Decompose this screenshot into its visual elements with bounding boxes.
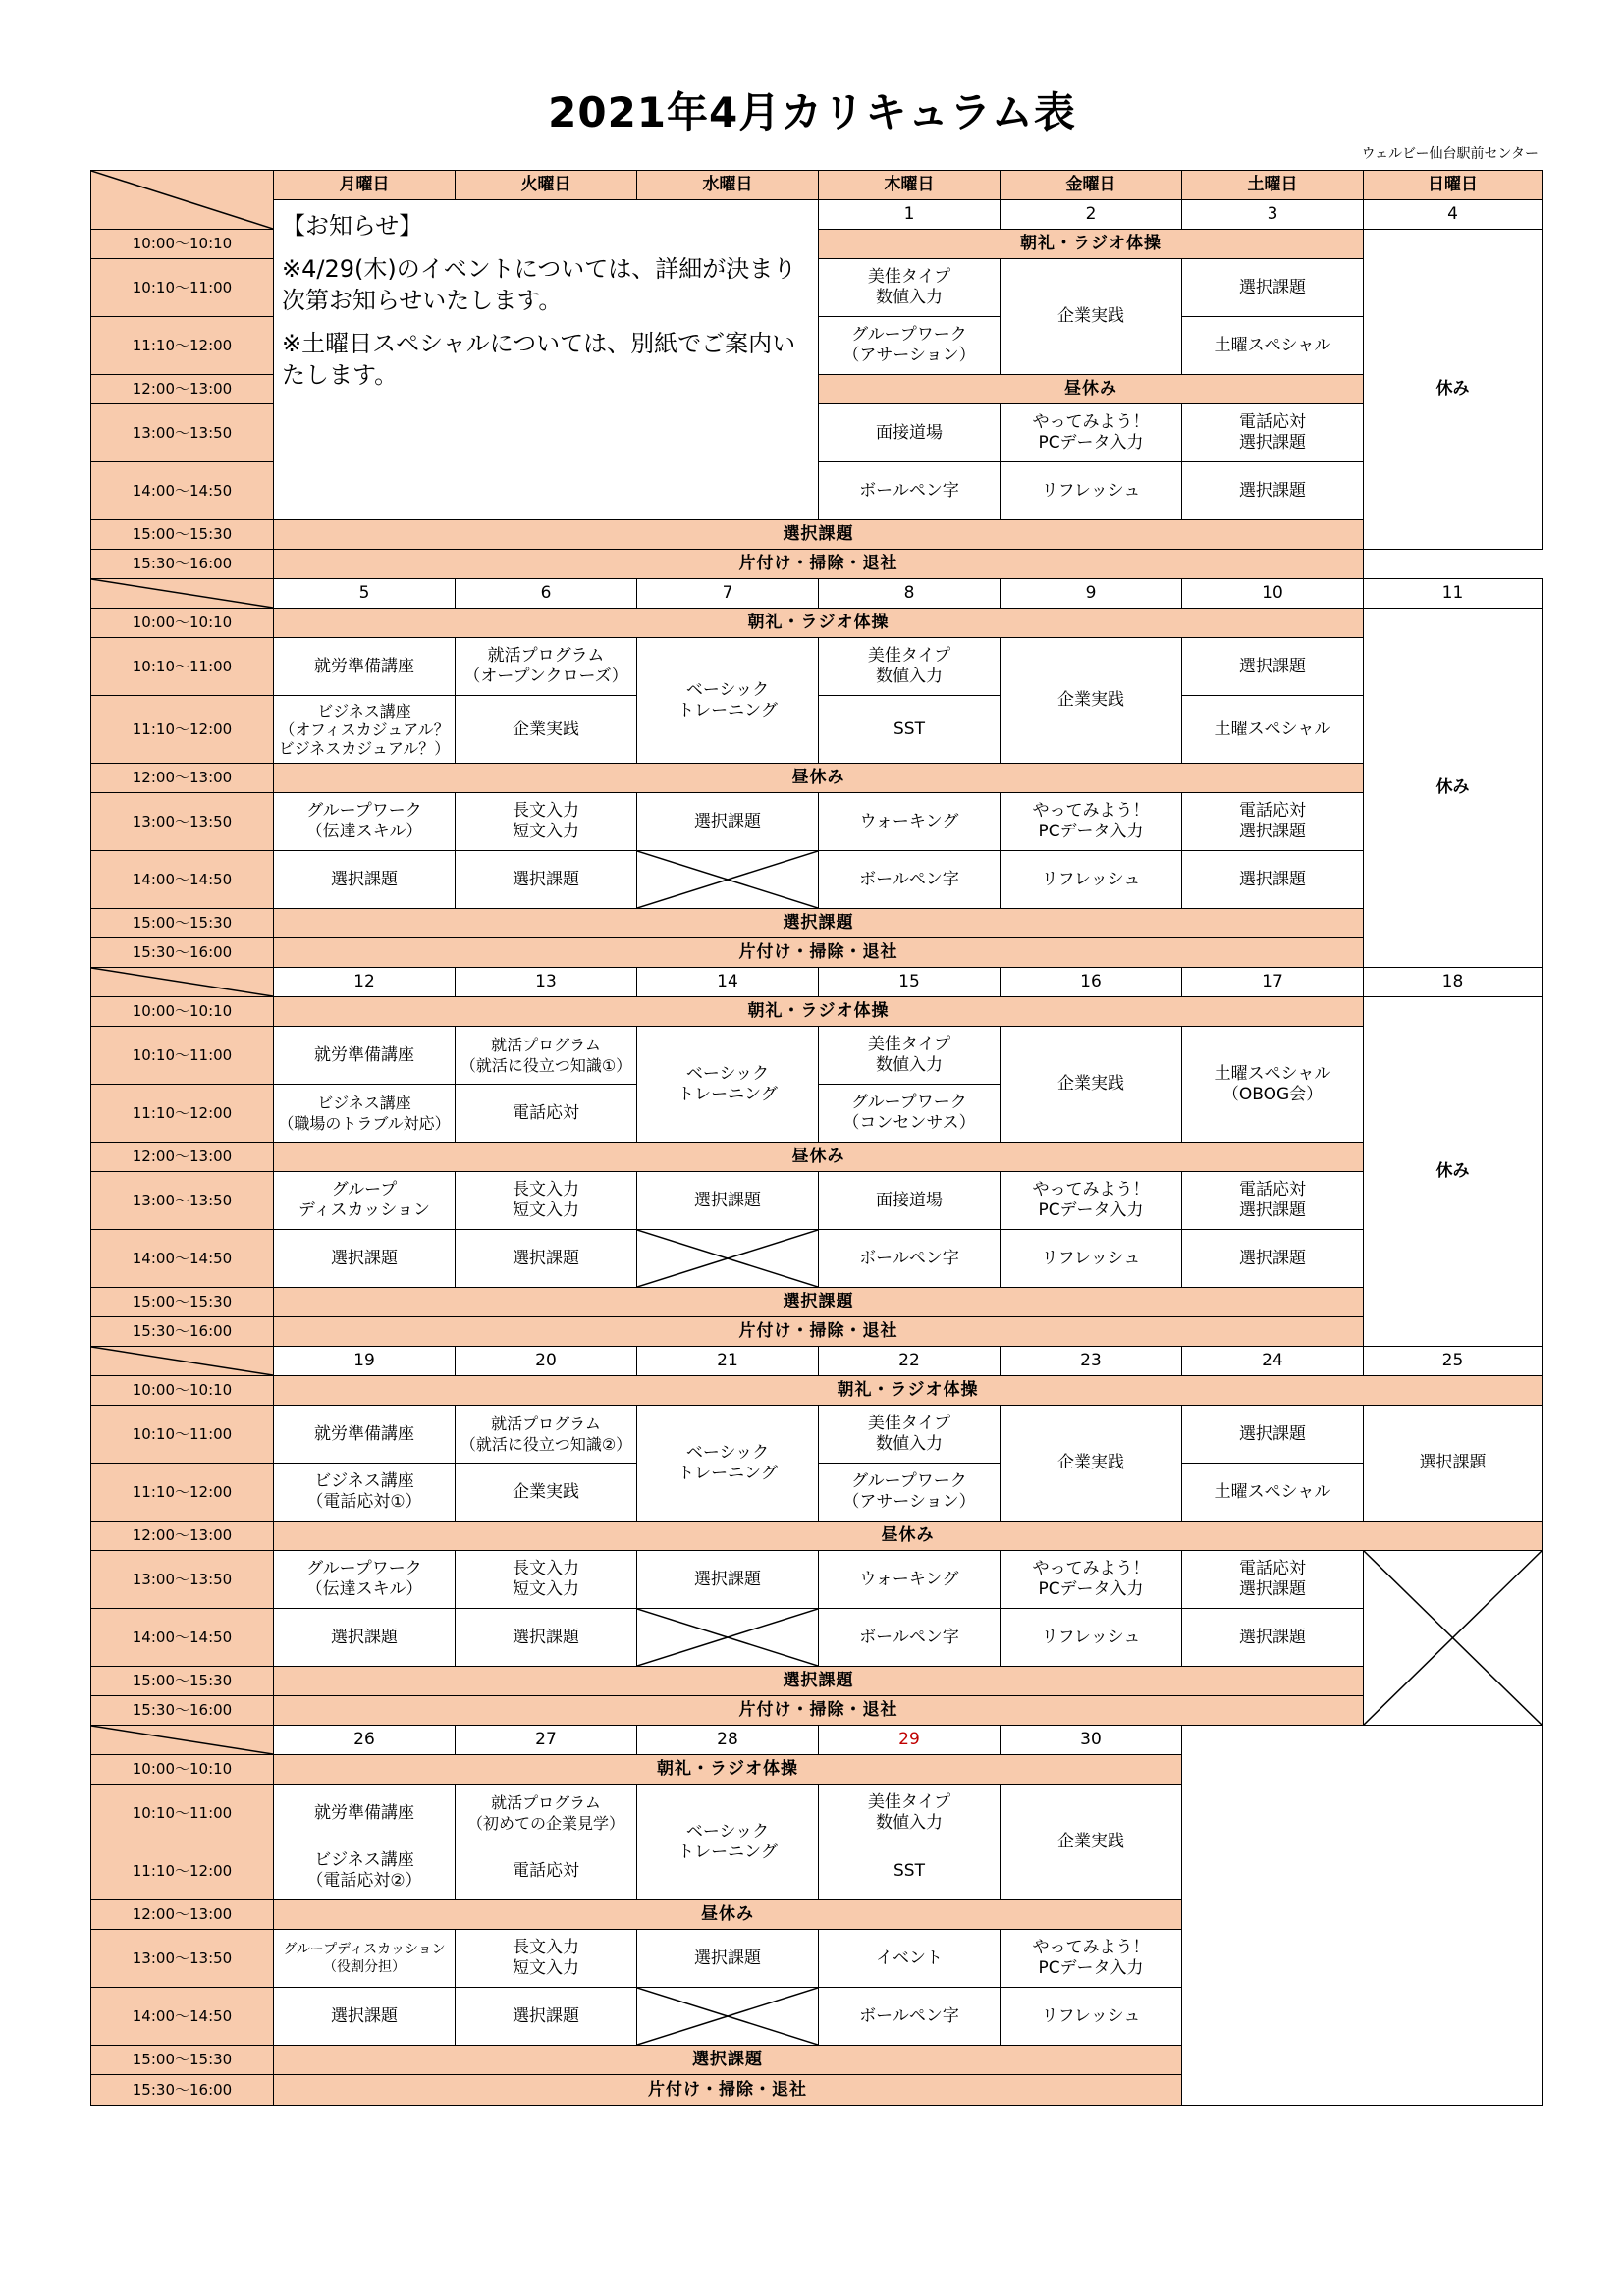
lunch-bar: 昼休み [274, 1522, 1543, 1551]
day-header-wed: 水曜日 [637, 171, 819, 200]
class-cell: リフレッシュ [1001, 462, 1182, 520]
crossed-out-cell [637, 1230, 819, 1288]
date-cell: 1 [819, 200, 1001, 230]
class-cell: 電話応対 選択課題 [1182, 404, 1364, 462]
class-cell: ボールペン字 [819, 1609, 1001, 1667]
class-cell: ボールペン字 [819, 1988, 1001, 2046]
date-cell: 4 [1364, 200, 1543, 230]
class-cell: 選択課題 [274, 1609, 456, 1667]
time-cell: 14:00～14:50 [91, 1230, 274, 1288]
class-cell: 美佳タイプ 数値入力 [819, 1027, 1001, 1085]
date-cell: 5 [274, 579, 456, 609]
date-cell: 3 [1182, 200, 1364, 230]
class-cell: ボールペン字 [819, 1230, 1001, 1288]
class-cell: 選択課題 [456, 1230, 637, 1288]
class-cell: 土曜スペシャル [1182, 696, 1364, 764]
class-cell: 企業実践 [456, 1464, 637, 1522]
elective-bar: 選択課題 [274, 2046, 1182, 2075]
class-cell: 企業実践 [456, 696, 637, 764]
class-cell: やってみよう！ PCデータ入力 [1001, 1172, 1182, 1230]
day-header-mon: 月曜日 [274, 171, 456, 200]
date-cell: 9 [1001, 579, 1182, 609]
week-divider-cell [91, 579, 274, 609]
date-cell: 6 [456, 579, 637, 609]
class-cell: 美佳タイプ 数値入力 [819, 1406, 1001, 1464]
elective-bar: 選択課題 [274, 1667, 1364, 1696]
class-cell: グループワーク （伝達スキル） [274, 1551, 456, 1609]
class-cell: 面接道場 [819, 1172, 1001, 1230]
time-cell: 14:00～14:50 [91, 851, 274, 909]
date-cell: 14 [637, 968, 819, 997]
class-cell: SST [819, 696, 1001, 764]
class-cell: 選択課題 [637, 1930, 819, 1988]
class-cell: 電話応対 選択課題 [1182, 1551, 1364, 1609]
lunch-bar: 昼休み [274, 1143, 1364, 1172]
notice-line-2: ※土曜日スペシャルについては、別紙でご案内いたします。 [282, 330, 796, 389]
day-header-sun: 日曜日 [1364, 171, 1543, 200]
day-header-tue: 火曜日 [456, 171, 637, 200]
date-cell: 17 [1182, 968, 1364, 997]
time-cell: 15:00～15:30 [91, 2046, 274, 2075]
sunday-rest-cell: 休み [1364, 609, 1543, 968]
class-cell: リフレッシュ [1001, 1609, 1182, 1667]
class-cell: イベント [819, 1930, 1001, 1988]
class-cell: 美佳タイプ 数値入力 [819, 1785, 1001, 1842]
empty-cell [1182, 1726, 1543, 2106]
day-header-sat: 土曜日 [1182, 171, 1364, 200]
day-header-thu: 木曜日 [819, 171, 1001, 200]
date-cell: 27 [456, 1726, 637, 1755]
class-cell: 選択課題 [456, 851, 637, 909]
class-cell: 長文入力 短文入力 [456, 1172, 637, 1230]
class-cell: 長文入力 短文入力 [456, 1930, 637, 1988]
date-cell: 2 [1001, 200, 1182, 230]
lunch-bar: 昼休み [274, 764, 1364, 793]
class-cell: ビジネス講座 （職場のトラブル対応） [274, 1085, 456, 1143]
class-cell: ウォーキング [819, 1551, 1001, 1609]
class-cell: やってみよう！ PCデータ入力 [1001, 793, 1182, 851]
time-cell: 10:00～10:10 [91, 230, 274, 259]
cleanup-bar: 片付け・掃除・退社 [274, 550, 1364, 579]
elective-bar: 選択課題 [274, 520, 1364, 550]
class-cell: 面接道場 [819, 404, 1001, 462]
morning-assembly-bar: 朝礼・ラジオ体操 [274, 609, 1364, 638]
time-cell: 14:00～14:50 [91, 1609, 274, 1667]
time-cell: 13:00～13:50 [91, 404, 274, 462]
time-cell: 12:00～13:00 [91, 1143, 274, 1172]
class-cell: 就活プログラム （就活に役立つ知識①） [456, 1027, 637, 1085]
class-cell: 長文入力 短文入力 [456, 793, 637, 851]
class-cell: 電話応対 [456, 1085, 637, 1143]
lunch-bar: 昼休み [819, 375, 1364, 404]
class-cell: ビジネス講座 （オフィスカジュアル？ ビジネスカジュアル？） [274, 696, 456, 764]
time-cell: 10:00～10:10 [91, 1755, 274, 1785]
time-cell: 15:30～16:00 [91, 550, 274, 579]
time-cell: 14:00～14:50 [91, 1988, 274, 2046]
crossed-out-cell [637, 1609, 819, 1667]
class-cell: 選択課題 [637, 1172, 819, 1230]
class-cell: グループディスカッション （役割分担） [274, 1930, 456, 1988]
class-cell: 企業実践 [1001, 1406, 1182, 1522]
date-cell: 26 [274, 1726, 456, 1755]
class-cell: 長文入力 短文入力 [456, 1551, 637, 1609]
date-cell: 19 [274, 1347, 456, 1376]
time-cell: 10:10～11:00 [91, 1785, 274, 1842]
class-cell: 電話応対 選択課題 [1182, 793, 1364, 851]
class-cell: ベーシック トレーニング [637, 1406, 819, 1522]
time-cell: 15:00～15:30 [91, 909, 274, 938]
sunday-rest-cell: 休み [1364, 997, 1543, 1347]
cleanup-bar: 片付け・掃除・退社 [274, 2075, 1182, 2106]
class-cell: 選択課題 [1182, 1230, 1364, 1288]
date-cell: 13 [456, 968, 637, 997]
class-cell: 企業実践 [1001, 1785, 1182, 1900]
class-cell: ボールペン字 [819, 851, 1001, 909]
class-cell: 就労準備講座 [274, 638, 456, 696]
class-cell: ウォーキング [819, 793, 1001, 851]
class-cell: ベーシック トレーニング [637, 1785, 819, 1900]
class-cell: 選択課題 [274, 851, 456, 909]
date-cell: 22 [819, 1347, 1001, 1376]
time-cell: 13:00～13:50 [91, 1930, 274, 1988]
class-cell: リフレッシュ [1001, 1988, 1182, 2046]
elective-bar: 選択課題 [274, 909, 1364, 938]
week-divider-cell [91, 1347, 274, 1376]
class-cell: 電話応対 [456, 1842, 637, 1900]
time-cell: 10:10～11:00 [91, 259, 274, 317]
notice-line-1: ※4/29(木)のイベントについては、詳細が決まり次第お知らせいたします。 [282, 255, 797, 314]
time-cell: 10:10～11:00 [91, 638, 274, 696]
time-cell: 15:00～15:30 [91, 1288, 274, 1317]
notice-heading: 【お知らせ】 [282, 212, 423, 240]
class-cell: 選択課題 [1182, 1609, 1364, 1667]
date-cell: 8 [819, 579, 1001, 609]
class-cell: 選択課題 [1182, 259, 1364, 317]
time-cell: 15:30～16:00 [91, 1696, 274, 1726]
time-cell: 10:10～11:00 [91, 1406, 274, 1464]
date-cell: 12 [274, 968, 456, 997]
sunday-rest-cell: 休み [1364, 230, 1543, 550]
time-cell: 10:00～10:10 [91, 1376, 274, 1406]
class-cell: グループワーク （アサーション） [819, 317, 1001, 375]
cleanup-bar: 片付け・掃除・退社 [274, 1317, 1364, 1347]
date-cell: 25 [1364, 1347, 1543, 1376]
time-cell: 11:10～12:00 [91, 1085, 274, 1143]
class-cell: 選択課題 [1364, 1406, 1543, 1522]
class-cell: 土曜スペシャル （OBOG会） [1182, 1027, 1364, 1143]
header-corner-cell [91, 171, 274, 230]
morning-assembly-bar: 朝礼・ラジオ体操 [819, 230, 1364, 259]
date-cell: 23 [1001, 1347, 1182, 1376]
class-cell: ベーシック トレーニング [637, 1027, 819, 1143]
class-cell: 就活プログラム （就活に役立つ知識②） [456, 1406, 637, 1464]
date-cell: 30 [1001, 1726, 1182, 1755]
time-cell: 10:10～11:00 [91, 1027, 274, 1085]
class-cell: 選択課題 [456, 1609, 637, 1667]
morning-assembly-bar: 朝礼・ラジオ体操 [274, 997, 1364, 1027]
time-cell: 14:00～14:50 [91, 462, 274, 520]
class-cell: 就活プログラム （初めての企業見学） [456, 1785, 637, 1842]
class-cell: グループワーク （伝達スキル） [274, 793, 456, 851]
class-cell: 選択課題 [274, 1988, 456, 2046]
class-cell: グループ ディスカッション [274, 1172, 456, 1230]
class-cell: 企業実践 [1001, 638, 1182, 764]
time-cell: 13:00～13:50 [91, 1172, 274, 1230]
morning-assembly-bar: 朝礼・ラジオ体操 [274, 1376, 1543, 1406]
class-cell: 電話応対 選択課題 [1182, 1172, 1364, 1230]
time-cell: 10:00～10:10 [91, 609, 274, 638]
class-cell: やってみよう！ PCデータ入力 [1001, 1551, 1182, 1609]
class-cell: ベーシック トレーニング [637, 638, 819, 764]
time-cell: 11:10～12:00 [91, 1842, 274, 1900]
lunch-bar: 昼休み [274, 1900, 1182, 1930]
time-cell: 10:00～10:10 [91, 997, 274, 1027]
time-cell: 13:00～13:50 [91, 793, 274, 851]
date-cell: 10 [1182, 579, 1364, 609]
class-cell: 美佳タイプ 数値入力 [819, 259, 1001, 317]
class-cell: グループワーク （アサーション） [819, 1464, 1001, 1522]
date-cell: 28 [637, 1726, 819, 1755]
time-cell: 12:00～13:00 [91, 764, 274, 793]
class-cell: 就労準備講座 [274, 1027, 456, 1085]
week-divider-cell [91, 968, 274, 997]
elective-bar: 選択課題 [274, 1288, 1364, 1317]
time-cell: 15:30～16:00 [91, 938, 274, 968]
cleanup-bar: 片付け・掃除・退社 [274, 938, 1364, 968]
class-cell: 選択課題 [274, 1230, 456, 1288]
crossed-out-cell [637, 851, 819, 909]
time-cell: 15:00～15:30 [91, 1667, 274, 1696]
class-cell: ビジネス講座 （電話応対①） [274, 1464, 456, 1522]
class-cell: 就労準備講座 [274, 1406, 456, 1464]
class-cell: ボールペン字 [819, 462, 1001, 520]
class-cell: 選択課題 [1182, 851, 1364, 909]
time-cell: 15:30～16:00 [91, 1317, 274, 1347]
class-cell: 美佳タイプ 数値入力 [819, 638, 1001, 696]
date-cell: 15 [819, 968, 1001, 997]
date-cell: 18 [1364, 968, 1543, 997]
class-cell: SST [819, 1842, 1001, 1900]
time-cell: 13:00～13:50 [91, 1551, 274, 1609]
date-cell: 21 [637, 1347, 819, 1376]
time-cell: 11:10～12:00 [91, 696, 274, 764]
time-cell: 12:00～13:00 [91, 1522, 274, 1551]
class-cell: 土曜スペシャル [1182, 1464, 1364, 1522]
week-divider-cell [91, 1726, 274, 1755]
date-cell: 24 [1182, 1347, 1364, 1376]
class-cell: やってみよう！ PCデータ入力 [1001, 404, 1182, 462]
page-title: 2021年4月カリキュラム表 [548, 88, 1076, 136]
date-cell: 11 [1364, 579, 1543, 609]
class-cell: ビジネス講座 （電話応対②） [274, 1842, 456, 1900]
date-cell: 16 [1001, 968, 1182, 997]
class-cell: 土曜スペシャル [1182, 317, 1364, 375]
holiday-date-cell: 29 [819, 1726, 1001, 1755]
cleanup-bar: 片付け・掃除・退社 [274, 1696, 1364, 1726]
class-cell: やってみよう！ PCデータ入力 [1001, 1930, 1182, 1988]
class-cell: 就労準備講座 [274, 1785, 456, 1842]
crossed-out-cell [637, 1988, 819, 2046]
class-cell: 選択課題 [637, 1551, 819, 1609]
morning-assembly-bar: 朝礼・ラジオ体操 [274, 1755, 1182, 1785]
class-cell: グループワーク （コンセンサス） [819, 1085, 1001, 1143]
time-cell: 12:00～13:00 [91, 375, 274, 404]
date-cell: 20 [456, 1347, 637, 1376]
class-cell: 就活プログラム （オープンクローズ） [456, 638, 637, 696]
date-cell: 7 [637, 579, 819, 609]
curriculum-table [90, 170, 1543, 2106]
class-cell: リフレッシュ [1001, 851, 1182, 909]
time-cell: 12:00～13:00 [91, 1900, 274, 1930]
class-cell: 選択課題 [456, 1988, 637, 2046]
time-cell: 11:10～12:00 [91, 1464, 274, 1522]
day-header-fri: 金曜日 [1001, 171, 1182, 200]
organization-name: ウェルビー仙台駅前センター [1361, 146, 1539, 162]
class-cell: 選択課題 [637, 793, 819, 851]
class-cell: 企業実践 [1001, 259, 1182, 375]
class-cell: リフレッシュ [1001, 1230, 1182, 1288]
notice-box [274, 200, 819, 520]
time-cell: 11:10～12:00 [91, 317, 274, 375]
class-cell: 選択課題 [1182, 1406, 1364, 1464]
class-cell: 選択課題 [1182, 462, 1364, 520]
class-cell: 選択課題 [1182, 638, 1364, 696]
class-cell: 企業実践 [1001, 1027, 1182, 1143]
time-cell: 15:30～16:00 [91, 2075, 274, 2106]
time-cell: 15:00～15:30 [91, 520, 274, 550]
crossed-out-cell [1364, 1551, 1543, 1726]
